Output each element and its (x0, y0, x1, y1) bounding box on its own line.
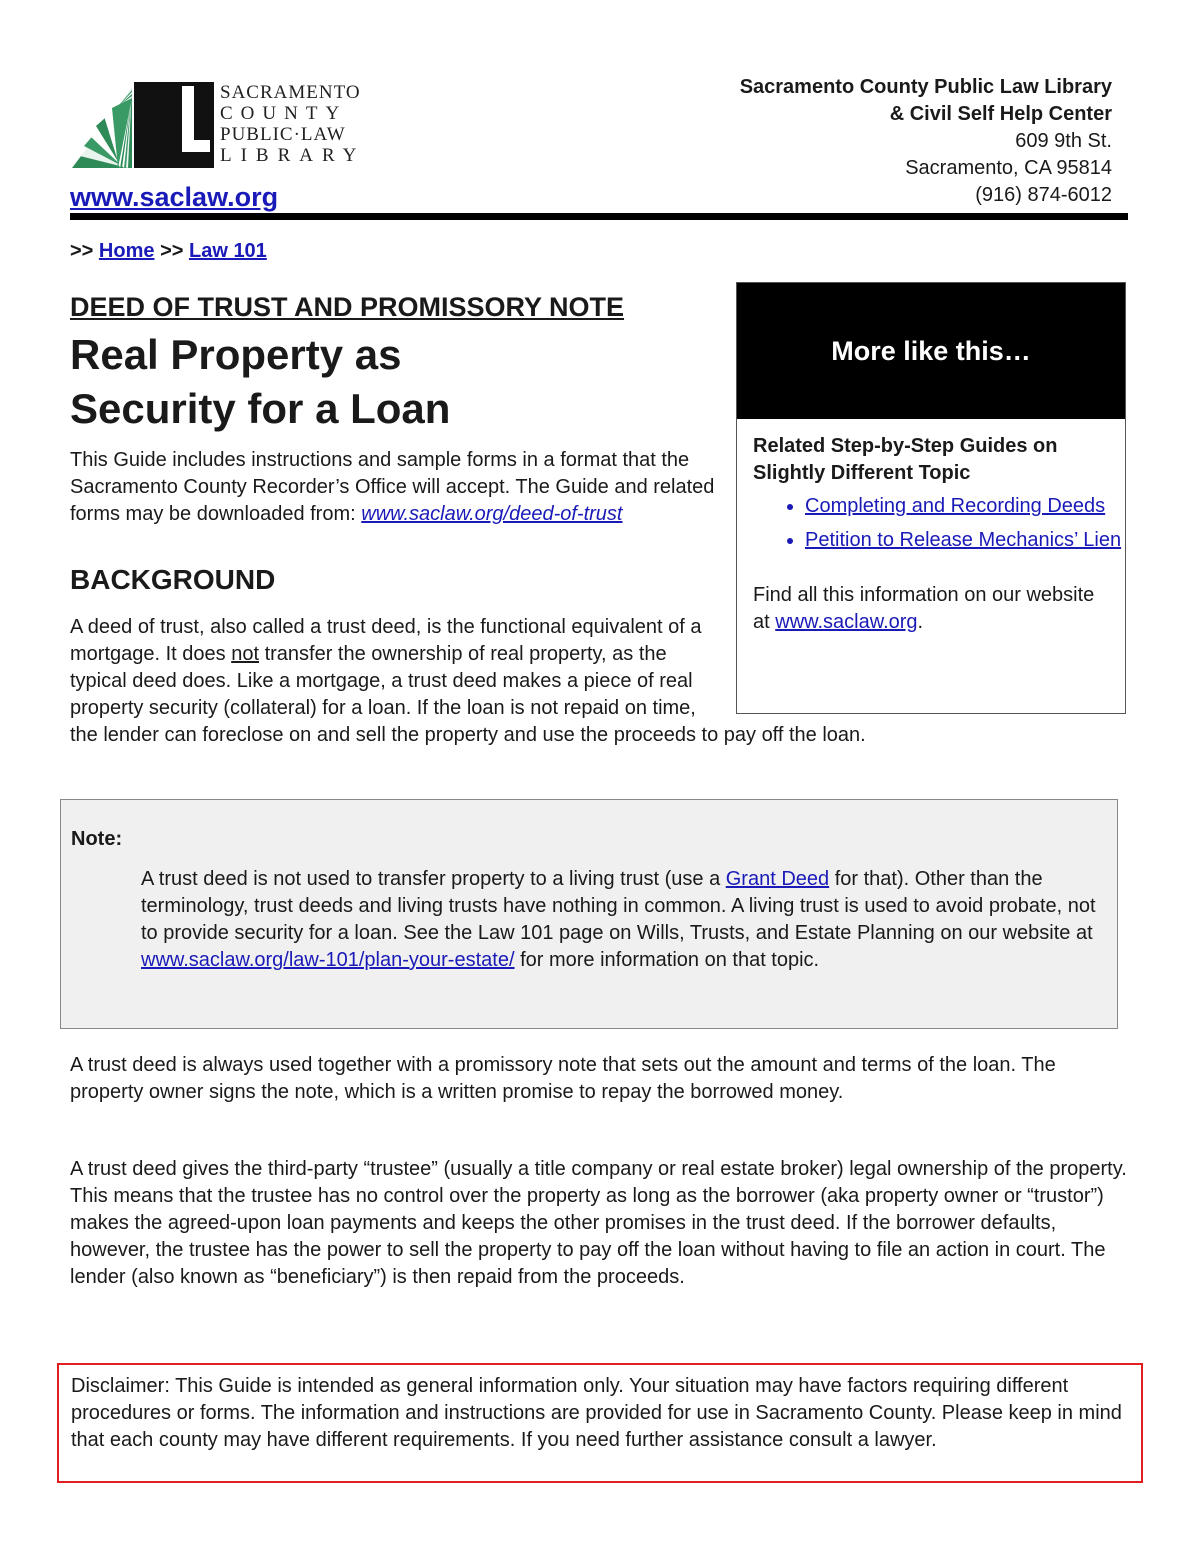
logo-wordmark (220, 82, 365, 166)
release-mechanics-lien-link[interactable]: Petition to Release Mechanics’ Lien (805, 529, 1122, 551)
library-name: Sacramento County Public Law Library (739, 76, 1112, 98)
plan-your-estate-link[interactable]: www.saclaw.org/law-101/plan-your-estate/ (141, 949, 515, 971)
deed-of-trust-link[interactable]: www.saclaw.org/deed-of-trust (361, 503, 623, 525)
completing-recording-deeds-link[interactable]: Completing and Recording Deeds (805, 495, 1106, 517)
trustee-paragraph: A trust deed gives the third-party “trustee” (usually a title company or real estate broker) legal ownership of the property. This means that the trustee has no control over the property as long as the borrower (aka property owner or “trustor”) makes the agreed-upon loan payments and keeps the other promises in the trust deed. If the borrower defaults, however, the trustee has the power to sell the property to pay off the loan without having to file an action in court. The lender (also known as “beneficiary”) is then repaid from the proceeds. (70, 1158, 1127, 1288)
sidebar-heading: More like this… (737, 283, 1125, 419)
note-text (141, 866, 1116, 974)
title-line-1: Real Property as (70, 331, 402, 378)
promissory-note-paragraph: A trust deed is always used together with a promissory note that sets out the amount and terms of the loan. The property owner signs the note, which is a written promise to repay the borrowed money. (70, 1054, 1056, 1103)
list-item (805, 527, 1125, 554)
note-box (60, 799, 1118, 1029)
sidebar-footer-text: Find all this information on our website at (753, 584, 1095, 633)
note-text-2: for that). Other than the terminology, trust deeds and living trusts have nothing in common. A living trust is used to avoid probate, not to provide security for a loan. See the Law 101 page on Wills, Trusts, and Estate Planning on our website at (141, 868, 1096, 944)
logo-line-3: PUBLIC·LAW (220, 124, 346, 145)
breadcrumb-home-link[interactable]: Home (98, 240, 155, 262)
intro-paragraph (70, 447, 720, 528)
breadcrumb-separator: >> (160, 240, 184, 262)
sidebar-footer-end: . (917, 611, 924, 633)
related-guides-sidebar (736, 282, 1126, 714)
related-guides-list (737, 493, 1125, 554)
logo-line-2: COUNTY (220, 103, 348, 124)
address-line-2: Sacramento, CA 95814 (905, 157, 1112, 179)
breadcrumb-law101-link[interactable]: Law 101 (188, 240, 267, 262)
sidebar-footer (753, 582, 1109, 636)
logo-line-1: SACRAMENTO (220, 82, 361, 103)
background-text-2: transfer the ownership of real property, as the typical deed does. Like a mortgage, a trust deed makes a piece of real property security (collateral) for a loan. If the loan is not repaid on time, the lender can foreclose on and sell the property and use the proceeds to pay off the loan. (70, 643, 866, 746)
logo-line-4: LIBRARY (220, 145, 366, 166)
note-text-3: for more information on that topic. (514, 949, 820, 971)
address-line-1: 609 9th St. (1015, 130, 1112, 152)
background-emphasis-not: not (231, 643, 260, 665)
center-name: & Civil Self Help Center (889, 103, 1112, 125)
site-url-link[interactable]: www.saclaw.org (70, 182, 279, 212)
breadcrumb-separator: >> (70, 240, 94, 262)
header-divider (70, 213, 1128, 220)
library-contact-block (740, 74, 1112, 209)
sidebar-site-link[interactable]: www.saclaw.org (775, 611, 918, 633)
disclaimer-box: Disclaimer: This Guide is intended as general information only. Your situation may have factors requiring different procedures or forms. The information and instructions are provided for use in Sacramento County. Please keep in mind that each county may have different requirements. If you need further assistance consult a lawyer. (57, 1363, 1143, 1483)
background-heading: BACKGROUND (70, 564, 276, 595)
note-text-1: A trust deed is not used to transfer property to a living trust (use a (141, 868, 726, 890)
grant-deed-link[interactable]: Grant Deed (725, 868, 830, 890)
list-item (805, 493, 1125, 520)
page-title (70, 328, 710, 436)
intro-text: This Guide includes instructions and sample forms in a format that the Sacramento County Recorder’s Office will accept. The Guide and related forms may be downloaded from: (70, 449, 715, 525)
title-line-2: Security for a Loan (70, 385, 451, 432)
breadcrumb (70, 240, 267, 263)
book-pages-icon (72, 88, 132, 168)
document-kicker: DEED OF TRUST AND PROMISSORY NOTE (70, 292, 625, 322)
sidebar-subheading: Related Step-by-Step Guides on Slightly Different Topic (753, 435, 1058, 484)
background-text-1: A deed of trust, also called a trust deed, is the functional equivalent of a mortgage. It does (70, 616, 702, 665)
phone-number: (916) 874-6012 (975, 184, 1112, 206)
note-label: Note: (71, 828, 123, 850)
